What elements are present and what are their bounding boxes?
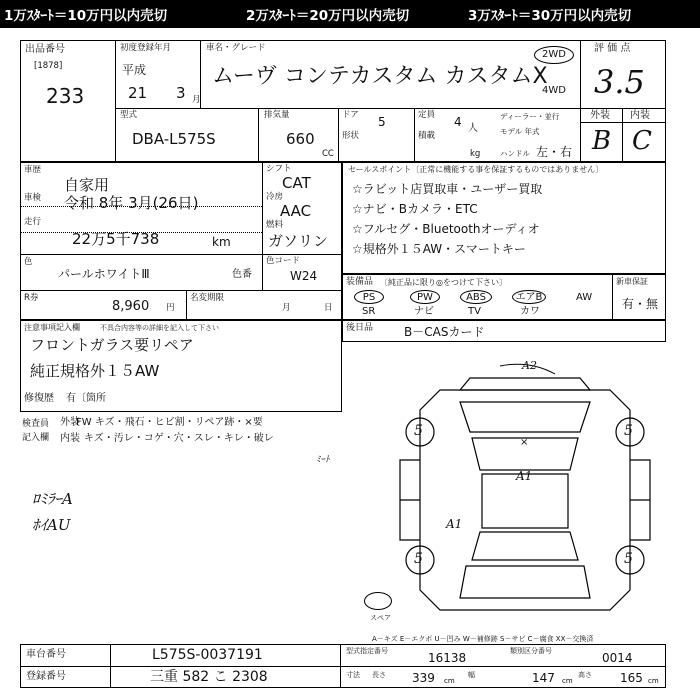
- damage-legend: A－キズ E－エクボ U－凹み W－補修跡 S－サビ C－腐食 XX－交換済: [372, 635, 594, 643]
- sales-point-3: ☆フルセグ・Bluetoothオーディオ: [352, 222, 540, 236]
- equip-sr: SR: [362, 306, 376, 317]
- spec-label: 型式指定番号: [346, 647, 388, 655]
- month-label: 月: [282, 303, 291, 313]
- banner-item-1: 1万ｽﾀｰﾄ＝10万円以内売切: [4, 8, 168, 24]
- banner-item-2: 2万ｽﾀｰﾄ＝20万円以内売切: [246, 8, 410, 24]
- inspector-note-mark: ﾐｰﾄ: [316, 455, 330, 465]
- int-grade: C: [632, 126, 652, 156]
- banner-item-3: 3万ｽﾀｰﾄ＝30万円以内売切: [468, 8, 632, 24]
- sales-point-1: ☆ラビット店買取車・ユーザー買取: [352, 182, 543, 196]
- ext-label: 外装: [590, 110, 610, 121]
- abs-circle: [460, 290, 492, 304]
- person-unit: 人: [468, 123, 478, 134]
- wid-label: 幅: [468, 671, 475, 679]
- inspector-ext-text: FW キズ・飛石・ヒビ割・リペア跡・×要: [76, 417, 263, 428]
- color-no-label: 色番: [232, 269, 252, 280]
- color: パールホワイトⅢ: [58, 267, 150, 281]
- airbag-circle: [512, 290, 546, 304]
- notes-sub: 不具合内容等の詳細を記入して下さい: [100, 324, 219, 332]
- spare-label: スペア: [370, 614, 391, 622]
- equip-kawa: カワ: [520, 306, 540, 317]
- hgt-label: 高さ: [578, 671, 592, 679]
- size-label: 寸法: [346, 671, 360, 679]
- rear-label: 後日品: [346, 323, 374, 333]
- spec: 16138: [428, 651, 467, 665]
- displacement: 660: [286, 130, 315, 148]
- recycle-label: R券: [24, 293, 39, 303]
- load-label: 積載: [418, 131, 436, 141]
- km-unit: km: [212, 235, 231, 249]
- fuel-label: 燃料: [266, 220, 284, 230]
- wheel-front-left: 5: [414, 423, 423, 439]
- score: 3.5: [594, 63, 645, 101]
- inspector-label-1: 検査員: [22, 419, 50, 429]
- ac-label: 冷房: [266, 192, 284, 202]
- equip-navi: ナビ: [414, 306, 434, 317]
- ac: AAC: [280, 202, 312, 220]
- name-change-label: 名変期限: [190, 293, 225, 303]
- day-label: 日: [324, 303, 333, 313]
- equip-pw: PW: [417, 292, 433, 303]
- ext-grade: B: [592, 126, 612, 156]
- notes-line-1: フロントガラス要リペア: [30, 336, 194, 354]
- lot-sub: [1878]: [34, 61, 63, 71]
- color-code-label: 色コード: [266, 256, 301, 266]
- shape-label: 形状: [342, 131, 360, 141]
- drive-2wd: 2WD: [542, 49, 566, 60]
- score-label: 評 価 点: [594, 43, 631, 54]
- inspector-label-2: 記入欄: [22, 433, 50, 443]
- sales-title: セールスポイント〔正常に機能する事を保証するものではありません〕: [348, 165, 604, 174]
- pw-circle: [410, 290, 440, 304]
- plate: 三重 582 こ 2308: [150, 669, 268, 685]
- name-label: 車名・グレード: [206, 43, 266, 53]
- mark-a1-top: A1: [516, 469, 533, 483]
- ps-circle: [354, 290, 384, 304]
- recycle: 8,960: [112, 299, 150, 314]
- handle-label: ハンドル: [500, 149, 530, 158]
- spare-tire-icon: [364, 592, 392, 610]
- kg-unit: kg: [470, 149, 481, 159]
- rear-items-box: [342, 320, 666, 342]
- shift-label: シフト: [266, 164, 292, 174]
- inspection: 令和 8年 3月(26日): [64, 194, 199, 212]
- sales-point-4: ☆規格外１５AW・スマートキー: [352, 242, 526, 256]
- handwrite-2: ﾎｲAU: [32, 516, 71, 534]
- hgt: 165: [620, 671, 643, 685]
- new-warranty: 有・無: [622, 297, 659, 311]
- model: DBA-L575S: [132, 130, 216, 148]
- wheel-rear-left: 5: [414, 551, 423, 567]
- model-yr-label: モデル 年式: [500, 127, 540, 136]
- model-label: 型式: [120, 110, 138, 120]
- handle: 左・右: [536, 145, 573, 159]
- cc-label: CC: [322, 149, 334, 159]
- notes-label: 注意事項記入欄: [24, 323, 80, 332]
- mark-a1-bottom: A1: [446, 517, 463, 531]
- vehicle-type: 自家用: [64, 176, 110, 194]
- reg-month: 3: [176, 84, 186, 102]
- color-code: W24: [290, 269, 318, 283]
- door-label: ドア: [342, 110, 359, 120]
- chassis: L575S-0037191: [152, 647, 263, 663]
- reg-label: 初度登録年月: [120, 43, 172, 53]
- equip-aw: AW: [576, 292, 593, 303]
- inspector-int: 内装: [60, 433, 80, 444]
- new-warranty-label: 新車保証: [616, 277, 648, 286]
- dealer-label: ディーラー・並行: [500, 112, 560, 121]
- car-diagram: [380, 360, 670, 630]
- inspector-ext: 外装: [60, 417, 80, 428]
- class-label: 類別区分番号: [510, 647, 552, 655]
- repair-value: 有〔箇所: [66, 393, 106, 404]
- len: 339: [412, 671, 435, 685]
- equip-ps: PS: [362, 292, 376, 303]
- sales-box: [342, 162, 666, 274]
- rear-value: B－CASカード: [404, 325, 485, 339]
- wheel-front-right: 5: [624, 423, 633, 439]
- wid-unit: cm: [562, 677, 573, 685]
- handwrite-1: ﾛﾐﾗｰA: [32, 490, 73, 508]
- wheel-rear-right: 5: [624, 551, 633, 567]
- len-label: 長さ: [372, 671, 386, 679]
- reg-year: 21: [128, 84, 148, 102]
- sales-point-2: ☆ナビ・Bカメラ・ETC: [352, 202, 478, 216]
- mileage: 22万5千738: [72, 230, 160, 248]
- inspector-int-text: キズ・汚レ・コゲ・穴・スレ・キレ・破レ: [84, 433, 274, 444]
- mileage-label: 走行: [24, 217, 42, 227]
- doors: 5: [378, 115, 386, 129]
- notes-line-2: 純正規格外１５AW: [30, 362, 160, 380]
- inspection-label: 車検: [24, 193, 42, 203]
- wid: 147: [532, 671, 555, 685]
- hgt-unit: cm: [648, 677, 659, 685]
- mark-x: ×: [520, 437, 529, 448]
- lot-label: 出品番号: [25, 44, 65, 55]
- len-unit: cm: [444, 677, 455, 685]
- era: 平成: [122, 63, 147, 77]
- disp-label: 排気量: [264, 110, 290, 120]
- equipment-label: 装備品: [346, 277, 374, 287]
- capacity: 4: [454, 115, 462, 129]
- equip-airbag: エアB: [515, 292, 543, 303]
- fuel: ガソリン: [268, 232, 329, 250]
- top-banner: [0, 0, 700, 28]
- type-label: 車歴: [24, 165, 42, 175]
- equip-tv: TV: [468, 306, 481, 317]
- shift: CAT: [282, 174, 311, 192]
- drive-4wd: 4WD: [542, 85, 566, 96]
- drive-2wd-circle: [534, 46, 574, 64]
- yen-unit: 円: [166, 303, 175, 313]
- plate-label: 登録番号: [26, 671, 66, 682]
- int-label: 内装: [630, 110, 650, 121]
- equipment-note: 〔純正品に限り◎をつけて下さい〕: [380, 278, 507, 287]
- color-label: 色: [24, 257, 33, 267]
- chassis-label: 車台番号: [26, 649, 66, 660]
- lot-number: 233: [46, 84, 85, 108]
- car-name: ムーヴ コンテカスタム カスタムX: [212, 64, 548, 89]
- mark-a2: A2: [522, 359, 537, 372]
- cap-label: 定員: [418, 110, 436, 120]
- month-unit: 月: [192, 95, 201, 105]
- equip-abs: ABS: [466, 292, 486, 303]
- class: 0014: [602, 651, 633, 665]
- repair-label: 修復歴: [24, 393, 54, 404]
